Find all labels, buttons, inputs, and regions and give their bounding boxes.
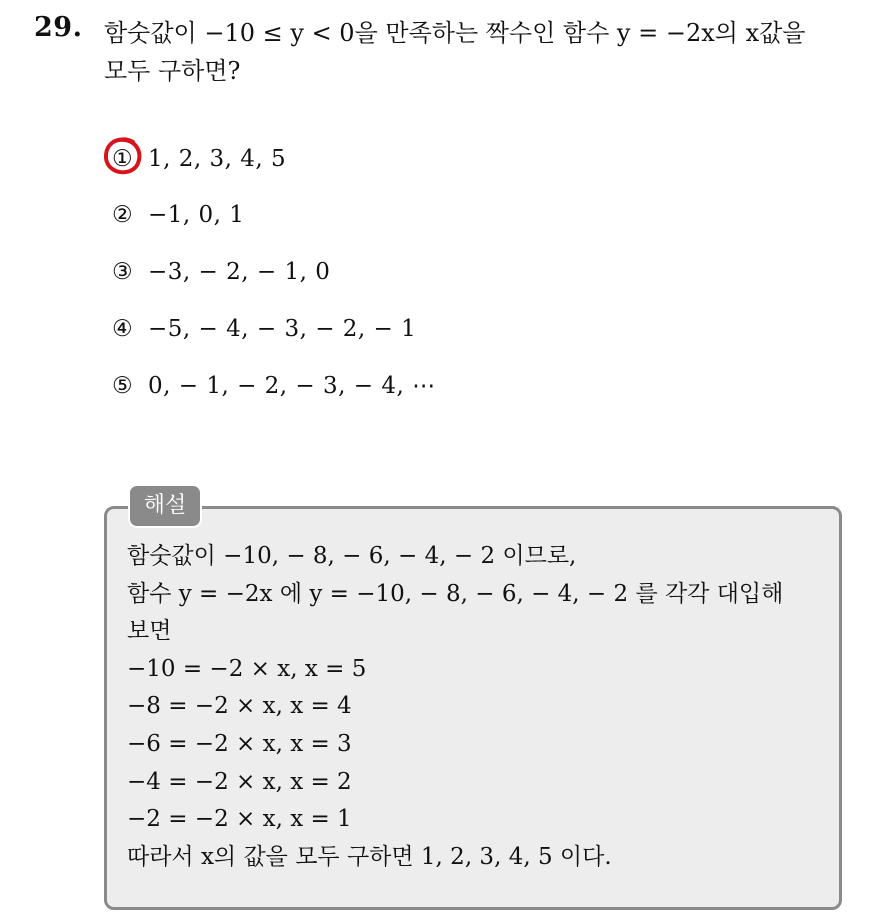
choice-3[interactable]	[112, 257, 330, 287]
choice-4-text: −5, − 4, − 3, − 2, − 1	[148, 316, 417, 342]
choice-2[interactable]	[112, 200, 244, 230]
solution-line: −8 = −2 × x, x = 4	[127, 693, 352, 720]
answer-circle-mark-icon	[103, 136, 143, 176]
choice-5[interactable]	[112, 371, 436, 401]
solution-line: 따라서 x의 값을 모두 구하면 1, 2, 3, 4, 5 이다.	[127, 843, 612, 870]
question-line-1: 함숫값이 −10 ≤ y < 0을 만족하는 짝수인 함수 y = −2x의 x값을	[104, 19, 806, 47]
solution-line: 함수 y = −2x 에 y = −10, − 8, − 6, − 4, − 2 를 각각 대입해	[127, 580, 784, 607]
solution-line: −6 = −2 × x, x = 3	[127, 730, 352, 757]
choice-4[interactable]	[112, 314, 416, 344]
choice-1-text: 1, 2, 3, 4, 5	[148, 146, 287, 172]
choice-2-marker: ②	[112, 202, 133, 228]
choice-2-text: −1, 0, 1	[148, 202, 245, 228]
solution-line: −2 = −2 × x, x = 1	[127, 806, 352, 833]
choice-5-text: 0, − 1, − 2, − 3, − 4, ⋯	[148, 373, 436, 399]
solution-line: 함숫값이 −10, − 8, − 6, − 4, − 2 이므로,	[127, 543, 577, 569]
question-number: 29.	[34, 12, 83, 43]
solution-content	[127, 538, 827, 876]
choice-3-text: −3, − 2, − 1, 0	[148, 259, 331, 285]
solution-line: −4 = −2 × x, x = 2	[127, 768, 352, 795]
question-line-2: 모두 구하면?	[104, 57, 241, 85]
solution-line: −10 = −2 × x, x = 5	[127, 655, 367, 682]
choice-3-marker: ③	[112, 259, 133, 285]
question-text	[104, 14, 864, 90]
choice-1-marker: ①	[112, 146, 133, 172]
choice-5-marker: ⑤	[112, 373, 133, 399]
choice-4-marker: ④	[112, 316, 133, 342]
solution-line: 보면	[127, 618, 172, 645]
solution-tab-label: 해설	[128, 484, 202, 528]
